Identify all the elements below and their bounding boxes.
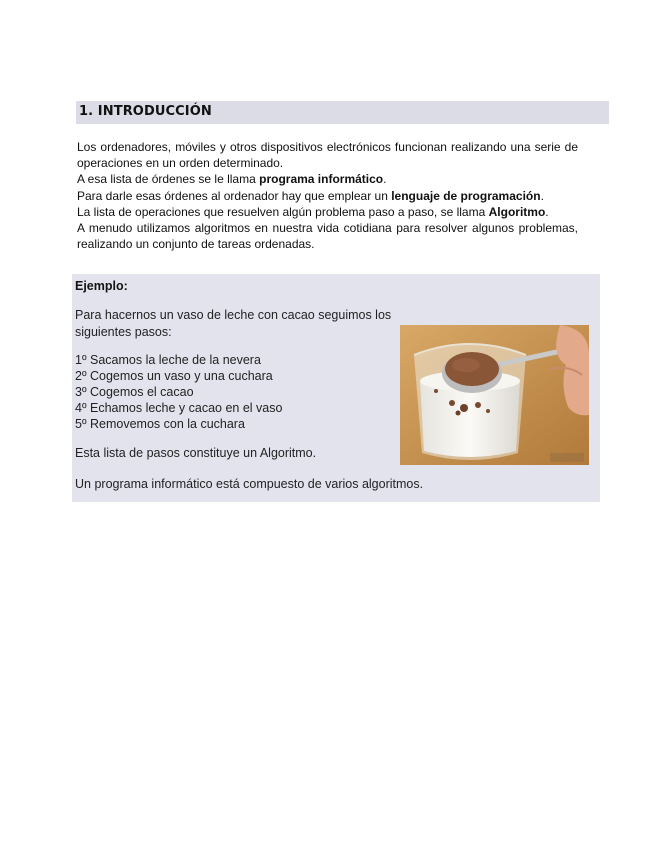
section-heading <box>76 101 609 124</box>
term-algoritmo: Algoritmo <box>488 204 546 219</box>
intro-p2-text: A esa lista de órdenes se le llama <box>77 172 260 187</box>
intro-p3-end: . <box>540 188 544 203</box>
example-step: 1º Sacamos la leche de la nevera <box>75 353 261 367</box>
example-step: 2º Cogemos un vaso y una cuchara <box>75 368 273 383</box>
section-heading-text: 1. INTRODUCCIÓN <box>79 104 212 119</box>
term-programa-informatico: programa informático <box>259 172 384 187</box>
example-lead: Para hacernos un vaso de leche con cacao seguimos los siguientes pasos: <box>75 308 392 339</box>
example-step: 3º Cogemos el cacao <box>75 384 194 399</box>
example-step: 5º Removemos con la cuchara <box>75 416 245 431</box>
intro-p4-text: La lista de operaciones que resuelven algún problema paso a paso, se llama <box>77 204 489 219</box>
example-step: 4º Echamos leche y cacao en el vaso <box>75 400 283 415</box>
milk-cocoa-photo <box>400 325 589 465</box>
intro-paragraph-4 <box>77 204 578 220</box>
example-steps-list <box>75 353 282 433</box>
intro-paragraph-2 <box>77 171 578 187</box>
example-title: Ejemplo: <box>75 279 128 293</box>
term-lenguaje-programacion: lenguaje de programación <box>391 188 541 203</box>
intro-text <box>77 139 578 252</box>
example-closing: Un programa informático está compuesto de varios algoritmos. <box>75 477 424 491</box>
intro-paragraph-1: Los ordenadores, móviles y otros dispositivos electrónicos funcionan realizando una serie de operaciones en un orden determinado. <box>77 140 578 171</box>
intro-paragraph-5: A menudo utilizamos algoritmos en nuestra vida cotidiana para resolver algunos problemas, realizando un conjunto de tareas ordenadas. <box>77 221 578 252</box>
intro-p2-end: . <box>383 172 387 187</box>
intro-paragraph-3 <box>77 188 578 204</box>
example-box <box>72 274 600 502</box>
milk-glass-icon <box>400 325 589 465</box>
intro-p4-end: . <box>545 204 549 219</box>
example-conclusion: Esta lista de pasos constituye un Algoritmo. <box>75 446 317 460</box>
intro-p3-text: Para darle esas órdenes al ordenador hay que emplear un <box>77 188 392 203</box>
